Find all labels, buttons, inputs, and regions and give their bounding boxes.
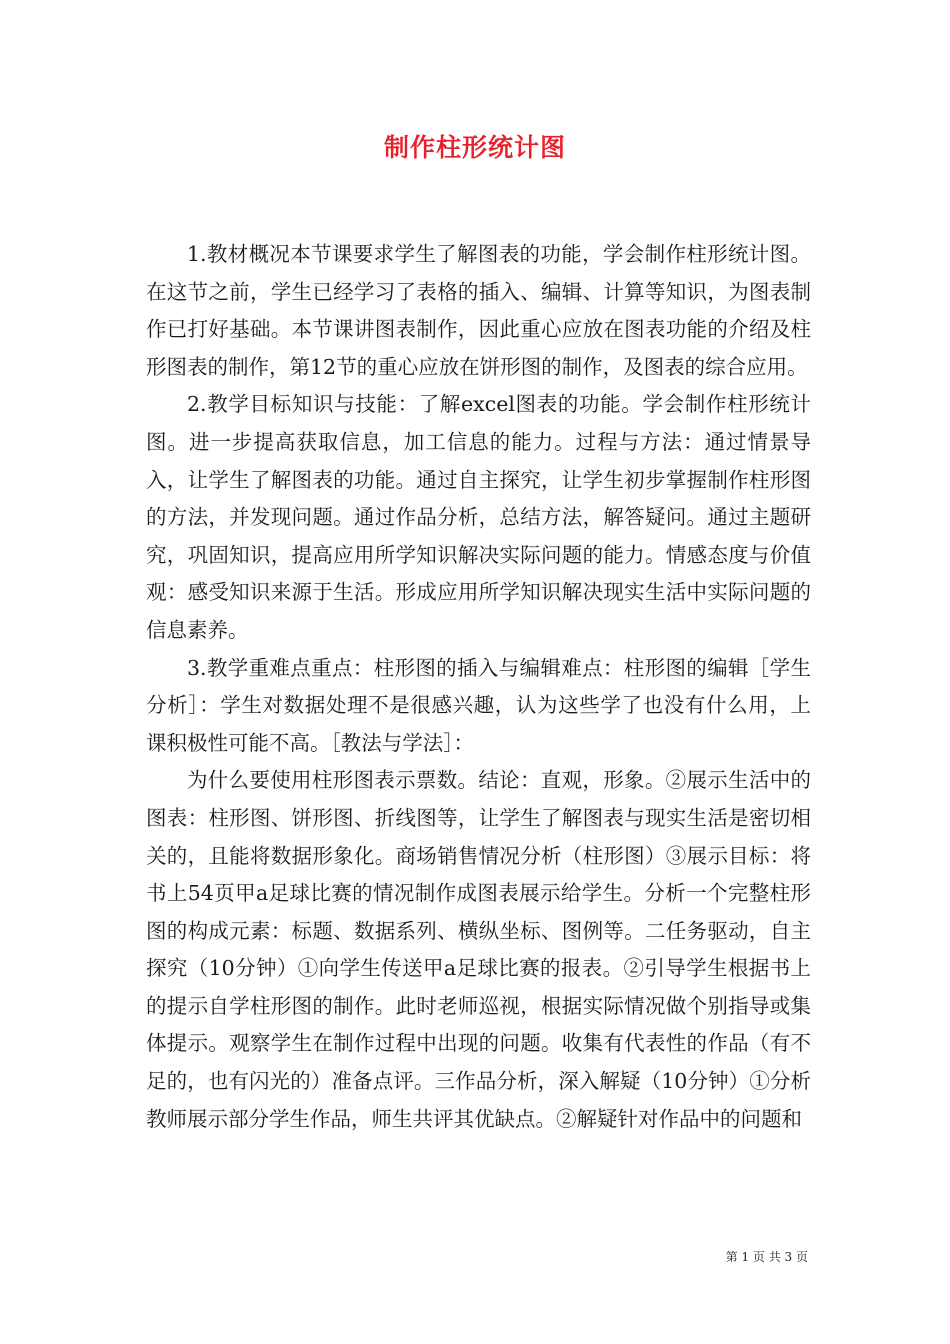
paragraph-3: 3.教学重难点重点：柱形图的插入与编辑难点：柱形图的编辑［学生分析］：学生对数据处理不是很感兴趣，认为这些学了也没有什么用，上课积极性可能不高。［教法与学法］： [146,655,811,755]
page-number-footer: 第 1 页 共 3 页 [725,1250,808,1264]
paragraph-2: 2.教学目标知识与技能：了解excel图表的功能。学会制作柱形统计图。进一步提高获取信息，加工信息的能力。过程与方法：通过情景导入，让学生了解图表的功能。通过自主探究，让学生初步掌握制作柱形图的方法，并发现问题。通过作品分析，总结方法，解答疑问。通过主题研究，巩固知识，提高应用所学知识解决实际问题的能力。情感态度与价值观：感受知识来源于生活。形成应用所学知识解决现实生活中实际问题的信息素养。 [146,392,811,642]
paragraph-4: 为什么要使用柱形图表示票数。结论：直观，形象。②展示生活中的图表：柱形图、饼形图、折线图等，让学生了解图表与现实生活是密切相关的，且能将数据形象化。商场销售情况分析（柱形图）③展示目标：将书上54页甲a足球比赛的情况制作成图表展示给学生。分析一个完整柱形图的构成元素：标题、数据系列、横纵坐标、图例等。二任务驱动，自主探究（10分钟）①向学生传送甲a足球比赛的报表。②引导学生根据书上的提示自学柱形图的制作。此时老师巡视，根据实际情况做个别指导或集体提示。观察学生在制作过程中出现的问题。收集有代表性的作品（有不足的，也有闪光的）准备点评。三作品分析，深入解疑（10分钟）①分析教师展示部分学生作品，师生共评其优缺点。②解疑针对作品中的问题和 [146,768,811,1131]
document-body [146,236,811,1138]
document-title: 制作柱形统计图 [383,133,566,162]
paragraph-1: 1.教材概况本节课要求学生了解图表的功能，学会制作柱形统计图。在这节之前，学生已经学习了表格的插入、编辑、计算等知识，为图表制作已打好基础。本节课讲图表制作，因此重心应放在图表功能的介绍及柱形图表的制作，第12节的重心应放在饼形图的制作，及图表的综合应用。 [146,242,811,379]
